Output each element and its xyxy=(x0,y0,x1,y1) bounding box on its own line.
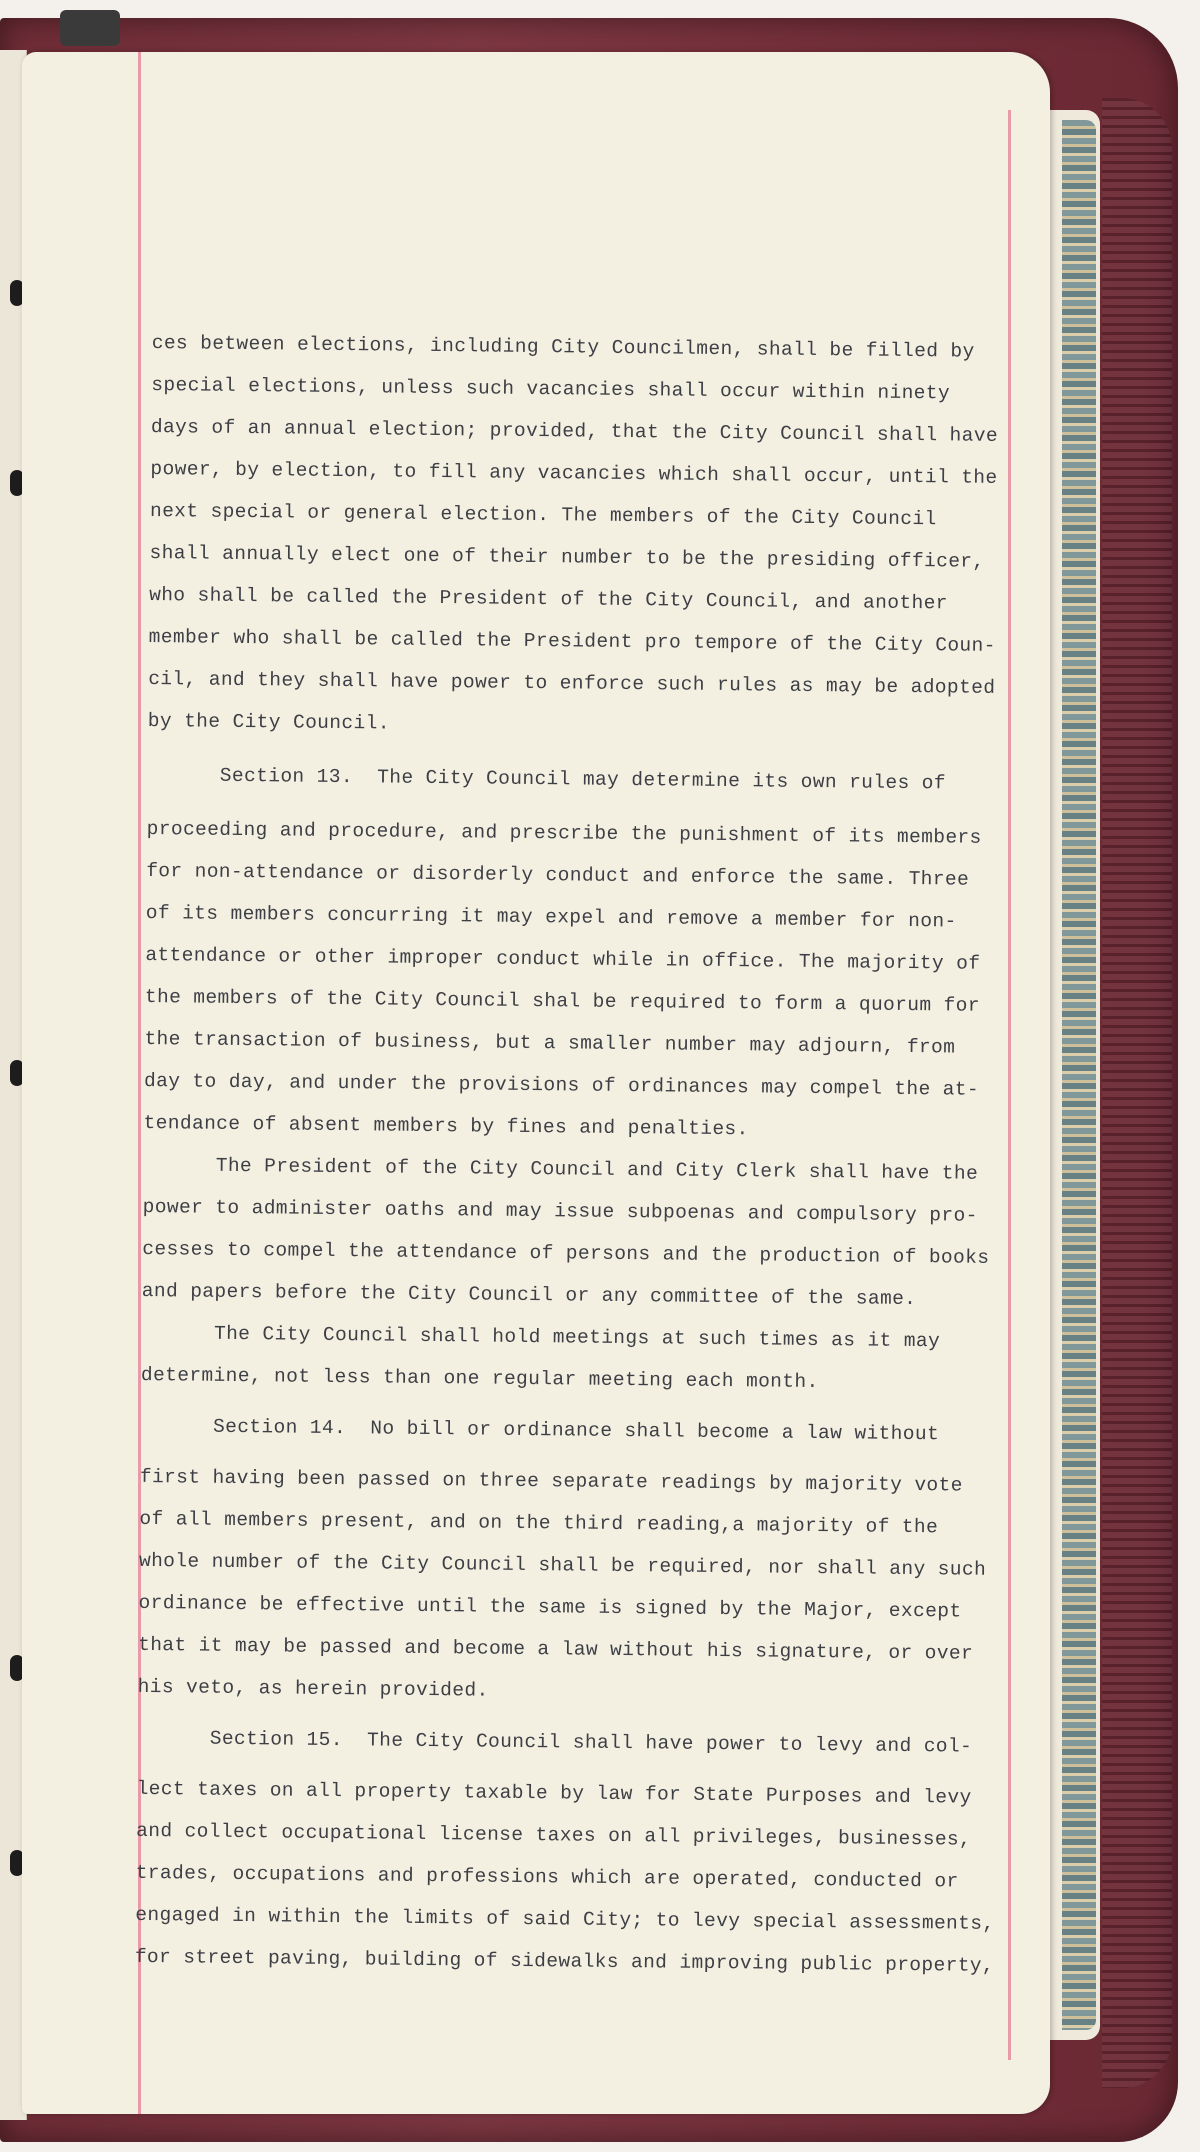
text-line: ordinance be effective until the same is signed by the Major, except xyxy=(138,1591,962,1623)
text-line: proceeding and procedure, and prescribe the punishment of its members xyxy=(146,817,982,849)
binder-edge-ribs xyxy=(1102,98,1172,2088)
text-line: power, by election, to fill any vacancies which shall occur, until the xyxy=(150,457,998,489)
paragraph-start-line: The President of the City Council and City Clerk shall have the xyxy=(143,1153,979,1185)
text-line: for street paving, building of sidewalks and improving public property, xyxy=(134,1945,995,1977)
text-line: that it may be passed and become a law without his signature, or over xyxy=(138,1633,974,1665)
text-line: first having been passed on three separate readings by majority vote xyxy=(139,1465,963,1497)
text-line: determine, not less than one regular meeting each month. xyxy=(140,1363,819,1394)
text-line: who shall be called the President of the City Council, and another xyxy=(149,583,948,615)
text-line: cil, and they shall have power to enforce such rules as may be adopted xyxy=(148,667,996,699)
text-line: whole number of the City Council shall be required, nor shall any such xyxy=(138,1549,987,1581)
text-line: tendance of absent members by fines and penalties. xyxy=(143,1111,749,1141)
text-line: and collect occupational license taxes on all privileges, businesses, xyxy=(136,1819,972,1851)
text-line: trades, occupations and professions which are operated, conducted or xyxy=(135,1861,959,1893)
text-line: ces between elections, including City Councilmen, shall be filled by xyxy=(151,331,975,363)
text-line: his veto, as herein provided. xyxy=(137,1675,489,1702)
text-line: the members of the City Council shal be required to form a quorum for xyxy=(144,985,981,1017)
text-line: and papers before the City Council or any committee of the same. xyxy=(141,1279,917,1311)
text-line: days of an annual election; provided, that the City Council shall have xyxy=(150,415,999,447)
text-line: by the City Council. xyxy=(147,709,390,735)
text-line: of its members concurring it may expel and remove a member for non- xyxy=(145,901,957,933)
text-line: member who shall be called the President pro tempore of the City Coun- xyxy=(148,625,996,657)
binder-hinge xyxy=(60,10,120,46)
text-line: lect taxes on all property taxable by law for State Purposes and levy xyxy=(136,1777,972,1809)
text-line: next special or general election. The members of the City Council xyxy=(149,499,937,531)
text-line: for non-attendance or disorderly conduct and enforce the same. Three xyxy=(146,859,970,891)
text-line: shall annually elect one of their number to be the presiding officer, xyxy=(149,541,985,573)
text-line: power to administer oaths and may issue subpoenas and compulsory pro- xyxy=(142,1195,978,1227)
section-heading-line: Section 13. The City Council may determine its own rules of xyxy=(147,763,947,795)
text-line: day to day, and under the provisions of ordinances may compel the at- xyxy=(143,1069,980,1101)
right-margin-rule xyxy=(1008,110,1011,2060)
paragraph-start-line: The City Council shall hold meetings at such times as it may xyxy=(141,1321,941,1353)
text-line: engaged in within the limits of said City; to levy special assessments, xyxy=(135,1903,995,1935)
typed-text-block xyxy=(135,322,1002,1987)
section-heading-line: Section 14. No bill or ordinance shall become a law without xyxy=(140,1414,940,1446)
text-line: the transaction of business, but a smaller number may adjourn, from xyxy=(144,1027,956,1059)
text-line: attendance or other improper conduct while in office. The majority of xyxy=(145,943,981,975)
text-line: of all members present, and on the third reading,a majority of the xyxy=(139,1507,939,1539)
text-line: special elections, unless such vacancies shall occur within ninety xyxy=(151,373,951,405)
text-line: cesses to compel the attendance of persons and the production of books xyxy=(142,1237,990,1269)
marbled-page-edge xyxy=(1062,120,1096,2030)
section-heading-line: Section 15. The City Council shall have power to levy and col- xyxy=(137,1726,973,1758)
